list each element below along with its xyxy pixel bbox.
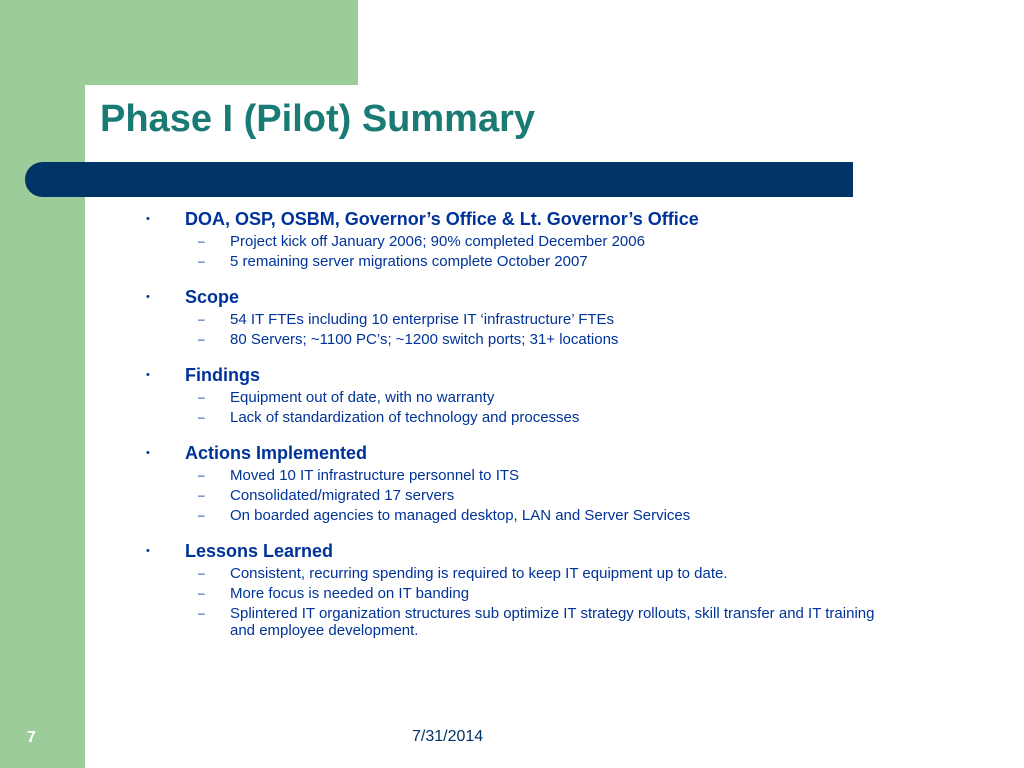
- section-heading: [140, 540, 900, 562]
- slide-date: 7/31/2014: [412, 728, 484, 745]
- slide-title: Phase I (Pilot) Summary: [100, 98, 536, 140]
- sub-bullet-list: [140, 311, 900, 348]
- sub-bullet-item: [140, 467, 900, 484]
- green-top-frame: [0, 0, 358, 85]
- dash-icon: –: [198, 606, 205, 620]
- dash-icon: –: [198, 508, 205, 522]
- sub-bullet-text: Consolidated/migrated 17 servers: [230, 487, 455, 504]
- sub-bullet-text: Equipment out of date, with no warranty: [230, 389, 495, 406]
- dash-icon: –: [198, 332, 205, 346]
- sub-bullet-item: [140, 507, 900, 524]
- sub-bullet-list: [140, 467, 900, 524]
- dash-icon: –: [198, 468, 205, 482]
- section-heading: [140, 208, 900, 230]
- sub-bullet-item: [140, 585, 900, 602]
- sub-bullet-list: [140, 565, 900, 639]
- bullet-icon: •: [146, 545, 150, 557]
- section-heading-text: Findings: [185, 365, 260, 385]
- green-side-frame: [0, 0, 85, 768]
- sub-bullet-text: Splintered IT organization structures sub optimize IT strategy rollouts, skill transfer and IT training and employee development.: [230, 605, 875, 639]
- dash-icon: –: [198, 312, 205, 326]
- sub-bullet-item: [140, 331, 900, 348]
- sub-bullet-text: More focus is needed on IT banding: [230, 585, 470, 602]
- bullet-icon: •: [146, 213, 150, 225]
- sub-bullet-item: [140, 487, 900, 504]
- sub-bullet-text: 5 remaining server migrations complete October 2007: [230, 253, 588, 270]
- sub-bullet-text: Project kick off January 2006; 90% completed December 2006: [230, 233, 645, 250]
- dash-icon: –: [198, 488, 205, 502]
- dash-icon: –: [198, 254, 205, 268]
- bullet-section: [140, 208, 900, 270]
- sub-bullet-list: [140, 389, 900, 426]
- bullet-section: [140, 286, 900, 348]
- section-heading-text: Lessons Learned: [185, 541, 334, 561]
- slide-content: [140, 208, 900, 655]
- dash-icon: –: [198, 234, 205, 248]
- sub-bullet-text: 80 Servers; ~1100 PC’s; ~1200 switch ports; 31+ locations: [230, 331, 619, 348]
- sub-bullet-list: [140, 233, 900, 270]
- bullet-icon: •: [146, 291, 150, 303]
- dash-icon: –: [198, 390, 205, 404]
- sub-bullet-item: [140, 409, 900, 426]
- title-underline-bar: [25, 162, 853, 197]
- sub-bullet-text: On boarded agencies to managed desktop, LAN and Server Services: [230, 507, 691, 524]
- sub-bullet-text: Consistent, recurring spending is required to keep IT equipment up to date.: [230, 565, 728, 582]
- dash-icon: –: [198, 410, 205, 424]
- section-heading-text: Scope: [185, 287, 240, 307]
- sub-bullet-text: 54 IT FTEs including 10 enterprise IT ‘infrastructure’ FTEs: [230, 311, 615, 328]
- page-number: 7: [27, 729, 36, 746]
- sub-bullet-item: [140, 233, 900, 250]
- bullet-icon: •: [146, 369, 150, 381]
- sub-bullet-item: [140, 605, 900, 639]
- bullet-section: [140, 540, 900, 639]
- sub-bullet-item: [140, 253, 900, 270]
- section-heading: [140, 364, 900, 386]
- dash-icon: –: [198, 586, 205, 600]
- sub-bullet-text: Lack of standardization of technology and processes: [230, 409, 580, 426]
- section-heading-text: DOA, OSP, OSBM, Governor’s Office & Lt. Governor’s Office: [185, 209, 699, 229]
- sub-bullet-item: [140, 389, 900, 406]
- sub-bullet-item: [140, 565, 900, 582]
- sub-bullet-text: Moved 10 IT infrastructure personnel to ITS: [230, 467, 520, 484]
- section-heading-text: Actions Implemented: [185, 443, 368, 463]
- bullet-section: [140, 442, 900, 524]
- section-heading: [140, 286, 900, 308]
- dash-icon: –: [198, 566, 205, 580]
- section-heading: [140, 442, 900, 464]
- sub-bullet-item: [140, 311, 900, 328]
- bullet-icon: •: [146, 447, 150, 459]
- bullet-section: [140, 364, 900, 426]
